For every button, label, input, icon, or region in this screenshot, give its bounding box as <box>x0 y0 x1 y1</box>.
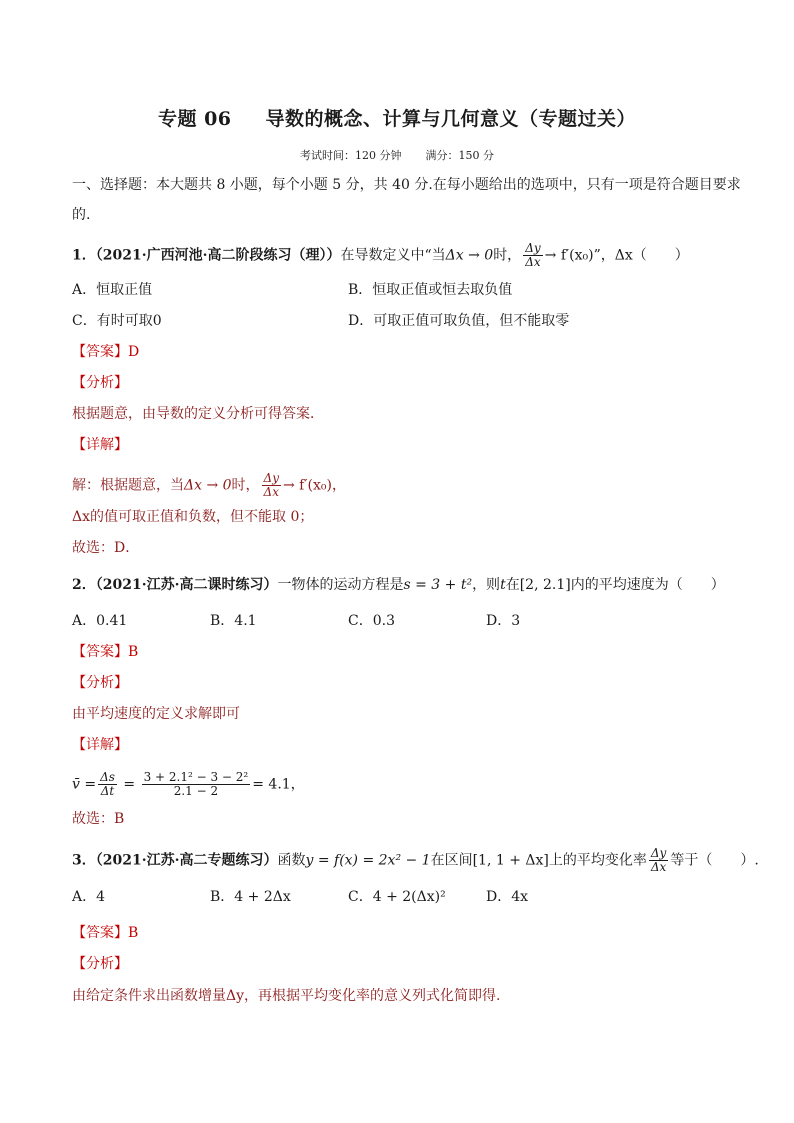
q1-detail-line2: Δx的值可取正值和负数，但不能取 0； <box>72 509 314 525</box>
q2-option-d: D．3 <box>486 613 521 629</box>
q3-answer: 【答案】B <box>72 925 139 941</box>
q2-detail-label: 【详解】 <box>72 737 128 753</box>
full-score: 满分：150 分 <box>425 149 494 162</box>
q2-detail-fraction2: $\frac{\text{3 + 2.1² − 3 − 2²}}{2.1 - 2}$ <box>143 770 249 798</box>
q1-detail-line1: 解：根据题意，当Δx → 0时， $\frac{\Delta y}{\Delta x}$ → f′(x₀)， <box>72 471 346 499</box>
q3-analysis-label: 【分析】 <box>72 956 128 972</box>
q1-option-a: A．恒取正值 <box>72 282 153 298</box>
q3-fraction: $\frac{\Delta y}{\Delta x}$ <box>650 846 667 874</box>
q2-source: （2021·江苏·高二课时练习） <box>95 577 278 593</box>
q1-choose: 故选：D． <box>72 540 140 556</box>
q2-option-c: C．0.3 <box>348 613 395 629</box>
q3-stem: 3．（2021·江苏·高二专题练习）函数y = f(x) = 2x² − 1在区间[1, 1 + Δx]上的平均变化率 $\frac{\Delta y}{\Delta x}$ 等于（ ）. <box>72 846 759 874</box>
q1-source: （2021·广西河池·高二阶段练习（理）） <box>95 247 341 264</box>
q3-source: （2021·江苏·高二专题练习） <box>95 852 278 869</box>
q1-answer: 【答案】D <box>72 344 140 360</box>
q2-stem: 2．（2021·江苏·高二课时练习）一物体的运动方程是s = 3 + t²，则t在[2, 2.1]内的平均速度为（ ） <box>72 577 725 593</box>
q1-analysis-label: 【分析】 <box>72 375 128 391</box>
q2-number: 2． <box>72 577 96 593</box>
q3-number: 3． <box>72 852 96 869</box>
title-topic-number: 专题 06 <box>157 108 232 130</box>
q3-option-b: B．4 + 2Δx <box>210 889 291 905</box>
q1-analysis: 根据题意，由导数的定义分析可得答案． <box>72 406 324 422</box>
q2-option-a: A．0.41 <box>72 613 128 629</box>
q2-detail-equation: v̄ = $\frac{\Delta s}{\Delta t}$ = $\frac{\text{3 + 2.1² − 3 − 2²}}{2.1 - 2}$ = 4.1， <box>72 770 305 798</box>
q2-choose: 故选：B <box>72 811 125 827</box>
q1-stem: 1．（2021·广西河池·高二阶段练习（理））在导数定义中“当Δx → 0时， $\frac{\Delta y}{\Delta x}$ → f′(x₀)”，Δx（ ） <box>72 241 689 269</box>
q2-analysis: 由平均速度的定义求解即可 <box>72 706 240 722</box>
section-intro-line1: 一、选择题：本大题共 8 小题，每个小题 5 分，共 40 分.在每小题给出的选项中，只有一项是符合题目要求 <box>72 177 741 193</box>
q3-option-a: A．4 <box>72 889 106 905</box>
q3-option-c: C．4 + 2(Δx)² <box>348 889 446 905</box>
section-intro-line2: 的. <box>72 207 91 223</box>
q1-detail-label: 【详解】 <box>72 437 128 453</box>
q2-answer: 【答案】B <box>72 644 139 660</box>
q2-analysis-label: 【分析】 <box>72 675 128 691</box>
page-title <box>0 104 794 131</box>
q3-analysis: 由给定条件求出函数增量Δy，再根据平均变化率的意义列式化简即得. <box>72 988 501 1004</box>
q1-detail-fraction: $\frac{\Delta y}{\Delta x}$ <box>263 471 279 499</box>
q2-option-b: B．4.1 <box>210 613 257 629</box>
q1-number: 1． <box>72 247 96 264</box>
q1-option-b: B．恒取正值或恒去取负值 <box>348 282 513 298</box>
q3-option-d: D．4x <box>486 889 529 905</box>
exam-meta <box>0 147 794 163</box>
exam-time: 考试时间：120 分钟 <box>300 149 402 162</box>
q1-option-d: D．可取正值可取负值，但不能取零 <box>348 313 570 329</box>
q1-fraction: $\frac{\Delta y}{\Delta x}$ <box>525 241 541 269</box>
q1-option-c: C．有时可取0 <box>72 313 162 329</box>
q2-detail-fraction1: $\frac{\Delta s}{\Delta t}$ <box>100 770 115 798</box>
title-topic-name: 导数的概念、计算与几何意义（专题过关） <box>265 108 637 130</box>
